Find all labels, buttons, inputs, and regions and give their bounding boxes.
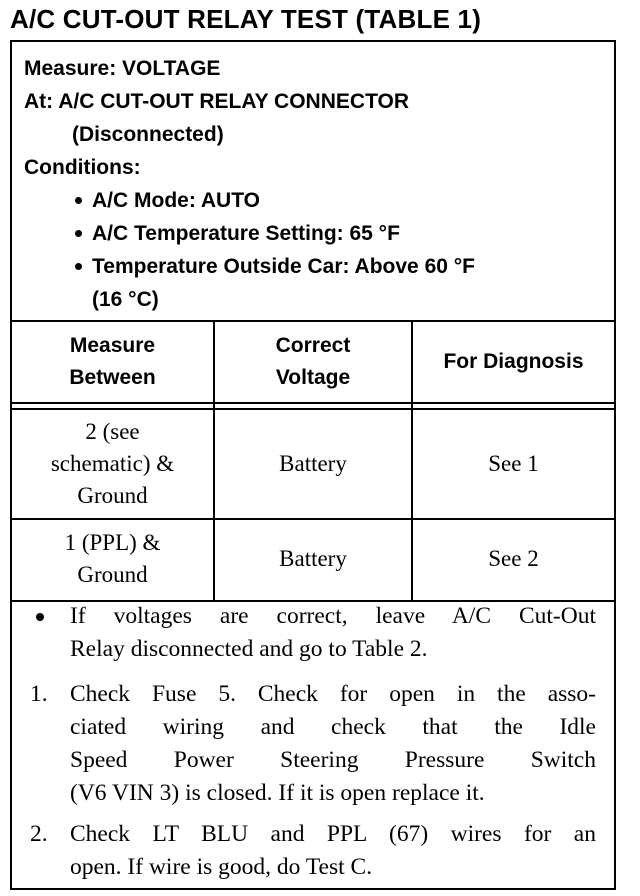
- condition-item: [74, 184, 610, 217]
- table-row-2-between: [12, 520, 213, 598]
- note-line: (V6 VIN 3) is closed. If it is open replace it.: [70, 780, 485, 806]
- condition-item: [74, 250, 610, 316]
- cell-text: schematic) &: [50, 451, 175, 476]
- condition-text: A/C Temperature Setting: 65 °F: [92, 222, 400, 245]
- header-measure-between: [12, 322, 213, 402]
- conditions-list: [24, 184, 610, 316]
- note-number: 1.: [30, 681, 48, 707]
- table-row-2-voltage: [215, 520, 411, 598]
- note-bullet: [30, 600, 596, 666]
- note-line: Check Fuse 5. Check for open in the asso-: [70, 681, 596, 707]
- table-row-2-diagnosis: [413, 520, 614, 598]
- cell-text: Battery: [279, 546, 347, 571]
- test-conditions-header: [24, 52, 610, 316]
- condition-text: Temperature Outside Car: Above 60 °F: [92, 255, 475, 278]
- cell-text: 2 (see: [85, 419, 140, 444]
- cell-text: 1 (PPL) &: [64, 530, 161, 555]
- at-line-continuation: (Disconnected): [72, 123, 224, 146]
- cell-text: See 1: [488, 451, 539, 476]
- header-rule: [12, 402, 614, 404]
- note-number: 2.: [30, 821, 48, 847]
- note-line: ciated wiring and check that the Idle: [70, 714, 596, 740]
- header-text: For Diagnosis: [443, 350, 584, 373]
- note-line: Check LT BLU and PPL (67) wires for an: [70, 821, 596, 847]
- note-2: [30, 818, 596, 884]
- table-row-1-voltage: [215, 410, 411, 518]
- header-text: Voltage: [275, 366, 351, 389]
- note-line: open. If wire is good, do Test C.: [70, 854, 373, 880]
- note-line: Speed Power Steering Pressure Switch: [70, 747, 596, 773]
- cell-text: Battery: [279, 451, 347, 476]
- test-table-frame: [10, 40, 616, 890]
- cell-text: Ground: [77, 562, 148, 587]
- at-line: At: A/C CUT-OUT RELAY CONNECTOR: [24, 90, 410, 113]
- measurement-table: [12, 320, 614, 602]
- condition-item: [74, 217, 610, 250]
- page-title: A/C CUT-OUT RELAY TEST (TABLE 1): [10, 4, 482, 34]
- conditions-label: Conditions:: [24, 156, 141, 179]
- condition-text: A/C Mode: AUTO: [92, 189, 260, 212]
- cell-text: Ground: [77, 483, 148, 508]
- header-for-diagnosis: [413, 322, 614, 402]
- note-line: If voltages are correct, leave A/C Cut-Out: [70, 603, 596, 629]
- note-1: [30, 678, 596, 810]
- header-text: Measure: [69, 334, 156, 357]
- measure-line: Measure: VOLTAGE: [24, 57, 221, 80]
- cell-text: See 2: [488, 546, 539, 571]
- note-line: Relay disconnected and go to Table 2.: [70, 636, 428, 662]
- header-correct-voltage: [215, 322, 411, 402]
- header-text: Correct: [275, 334, 351, 357]
- bullet-icon: [36, 613, 44, 621]
- header-text: Between: [69, 366, 156, 389]
- condition-continuation: (16 °C): [92, 288, 159, 311]
- table-row-1-diagnosis: [413, 410, 614, 518]
- table-row-1-between: [12, 410, 213, 518]
